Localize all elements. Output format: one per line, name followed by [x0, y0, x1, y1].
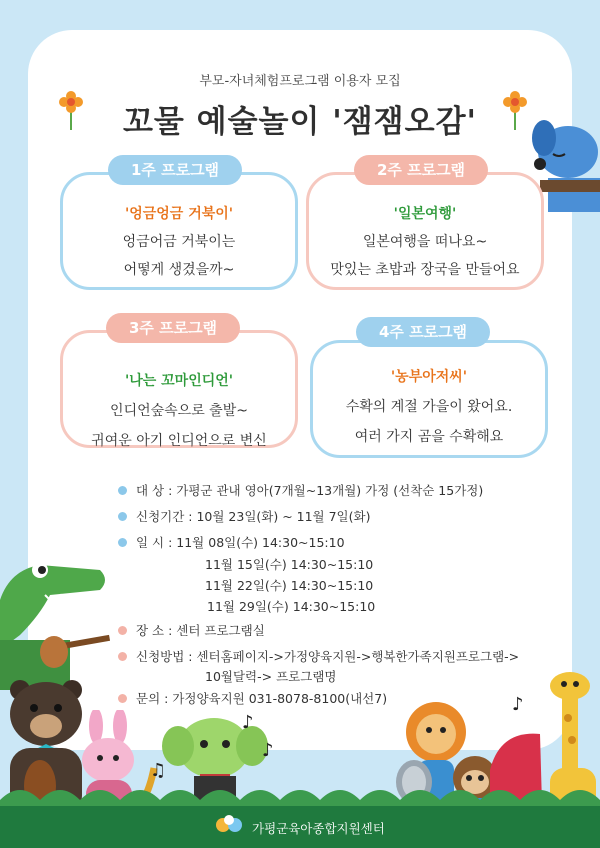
bullet-dot: [118, 486, 127, 495]
week4-description-line1: 수확의 계절 가을이 왔어요.: [345, 399, 513, 415]
info-date-1: 일 시 : 11월 08일(수) 14:30~15:10: [136, 535, 345, 550]
music-note-icon: ♫: [150, 760, 167, 781]
poster-subtitle: 부모-자녀체험프로그램 이용자 모집: [199, 74, 401, 89]
bullet-dot: [118, 538, 127, 547]
info-period: 신청기간 : 10월 23일(화) ~ 11월 7일(화): [136, 509, 371, 524]
week1-label: 1주 프로그램: [108, 155, 242, 185]
week1-description-line2: 어떻게 생겼을까~: [123, 262, 235, 278]
bullet-dot: [118, 694, 127, 703]
week3-description-line1: 인디언숲속으로 출발~: [110, 403, 248, 419]
info-date-4: 11월 29일(수) 14:30~15:10: [207, 599, 376, 614]
music-note-icon: ♪: [262, 740, 274, 761]
info-place: 장 소 : 센터 프로그램실: [136, 623, 265, 638]
bullet-dot: [118, 512, 127, 521]
info-date-2: 11월 15일(수) 14:30~15:10: [205, 557, 374, 572]
info-date-3: 11월 22일(수) 14:30~15:10: [205, 578, 374, 593]
week3-label: 3주 프로그램: [106, 313, 240, 343]
info-method-line2: 10월달력-> 프로그램명: [205, 669, 337, 684]
poster-title: 꼬물 예술놀이 '잼잼오감': [122, 104, 478, 140]
week2-description-line2: 맛있는 초밥과 장국을 만들어요: [330, 262, 520, 278]
center-logo-icon: [214, 812, 244, 838]
music-note-icon: ♪: [512, 694, 524, 715]
music-note-icon: ♪: [242, 712, 254, 733]
info-contact: 문의 : 가정양육지원 031-8078-8100(내선7): [136, 691, 388, 706]
week1-program-name: '엉금엉금 거북이': [124, 206, 234, 222]
week4-label: 4주 프로그램: [356, 317, 490, 347]
week2-label: 2주 프로그램: [354, 155, 488, 185]
week2-description-line1: 일본여행을 떠나요~: [362, 234, 488, 250]
week3-description-line2: 귀여운 아기 인디언으로 변신: [91, 433, 267, 449]
footer-organization-name: 가평군육아종합지원센터: [252, 821, 385, 836]
bullet-dot: [118, 626, 127, 635]
guitar-illustration: [40, 620, 110, 680]
bullet-dot: [118, 652, 127, 661]
info-method-line1: 신청방법 : 센터홈페이지->가정양육지원->행복한가족지원프로그램->: [136, 649, 520, 664]
week1-description-line1: 엉금어금 거북이는: [122, 234, 236, 250]
week4-description-line2: 여러 가지 곰을 수확해요: [354, 429, 504, 445]
week3-program-name: '나는 꼬마인디언': [124, 373, 234, 389]
info-target: 대 상 : 가평군 관내 영아(7개월~13개월) 가정 (선착순 15가정): [136, 483, 484, 498]
week2-program-name: '일본여행': [393, 206, 457, 222]
week4-program-name: '농부아저씨': [390, 369, 468, 385]
